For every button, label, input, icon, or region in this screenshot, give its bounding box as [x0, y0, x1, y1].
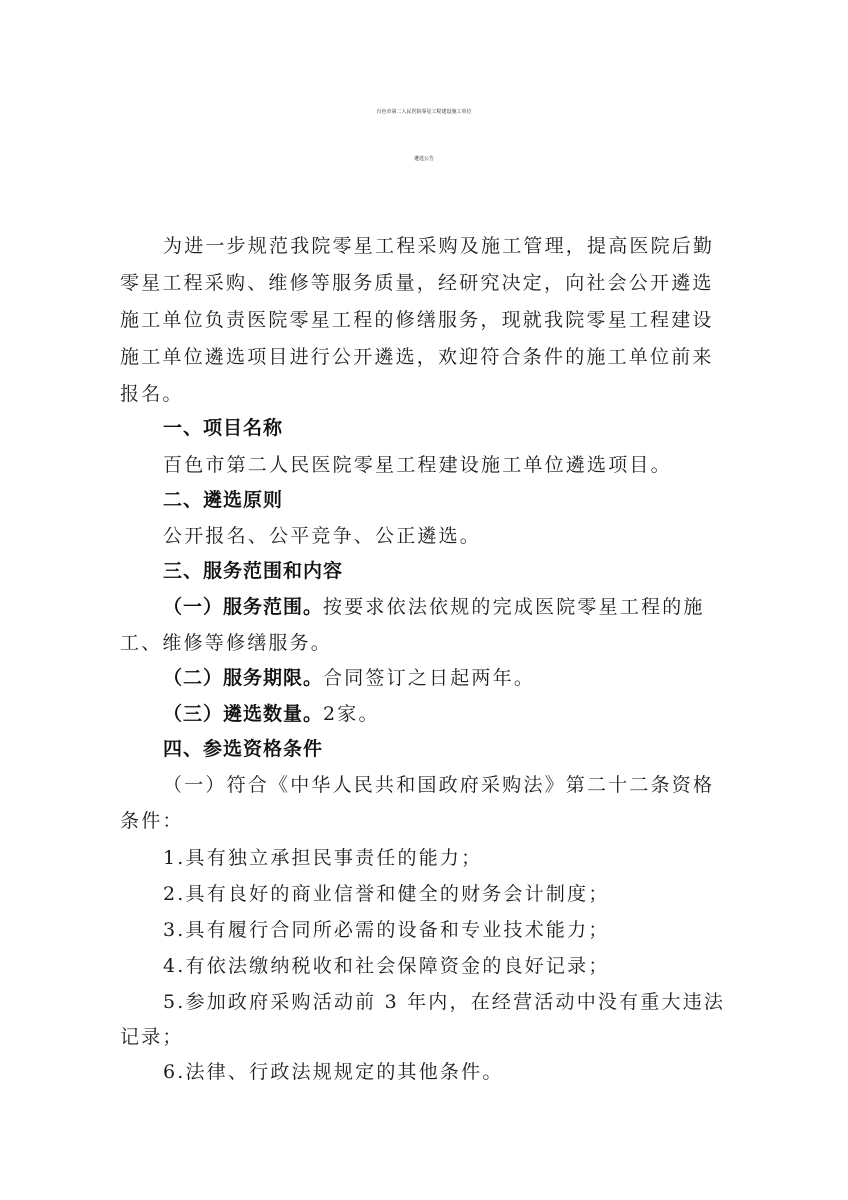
- section3-item-3-label: （三）遴选数量。: [163, 703, 324, 725]
- intro-line-4: 施工单位遴选项目进行公开遴选，欢迎符合条件的施工单位前来: [120, 346, 714, 368]
- section2-heading: 二、遴选原则: [163, 489, 284, 511]
- condition-item-6: 6.法律、行政法规规定的其他条件。: [163, 1061, 504, 1083]
- section3-item-1: [163, 594, 705, 620]
- intro-line-1: 为进一步规范我院零星工程采购及施工管理，提高医院后勤: [163, 235, 715, 257]
- condition-item-5: 5.参加政府采购活动前 3 年内，在经营活动中没有重大违法: [163, 991, 726, 1013]
- condition-item-1: 1.具有独立承担民事责任的能力；: [163, 847, 483, 869]
- section3-item-1-text: 按要求依法依规的完成医院零星工程的施: [323, 596, 705, 618]
- document-title-line2: 遴选公告: [413, 156, 434, 162]
- condition-item-5-cont: 记录；: [120, 1026, 184, 1048]
- section3-item-1-cont: 工、维修等修缮服务。: [120, 632, 333, 654]
- section4-sub1-line1: （一）符合《中华人民共和国政府采购法》第二十二条资格: [163, 774, 715, 796]
- section3-heading: 三、服务范围和内容: [163, 560, 344, 582]
- section3-item-3-text: 2家。: [323, 703, 380, 725]
- section3-item-2-label: （二）服务期限。: [163, 667, 324, 689]
- intro-line-2: 零星工程采购、维修等服务质量，经研究决定，向社会公开遴选: [120, 272, 714, 294]
- section3-item-3: [163, 701, 380, 727]
- section3-item-2-text: 合同签订之日起两年。: [323, 667, 536, 689]
- section4-heading: 四、参选资格条件: [163, 738, 324, 760]
- section1-heading: 一、项目名称: [163, 417, 284, 439]
- intro-line-3: 施工单位负责医院零星工程的修缮服务，现就我院零星工程建设: [120, 309, 714, 331]
- section4-sub1-line2: 条件：: [120, 810, 184, 832]
- intro-line-5: 报名。: [120, 383, 184, 405]
- condition-item-3: 3.具有履行合同所必需的设备和专业技术能力；: [163, 919, 610, 941]
- section3-item-2: [163, 665, 535, 691]
- document-title-line1: 百色市第二人民医院零星工程建设施工单位: [376, 109, 472, 115]
- section2-text: 公开报名、公平竞争、公正遴选。: [163, 525, 482, 547]
- section1-text: 百色市第二人民医院零星工程建设施工单位遴选项目。: [163, 454, 672, 476]
- condition-item-2: 2.具有良好的商业信誉和健全的财务会计制度；: [163, 883, 610, 905]
- condition-item-4: 4.有依法缴纳税收和社会保障资金的良好记录；: [163, 955, 610, 977]
- section3-item-1-label: （一）服务范围。: [163, 596, 324, 618]
